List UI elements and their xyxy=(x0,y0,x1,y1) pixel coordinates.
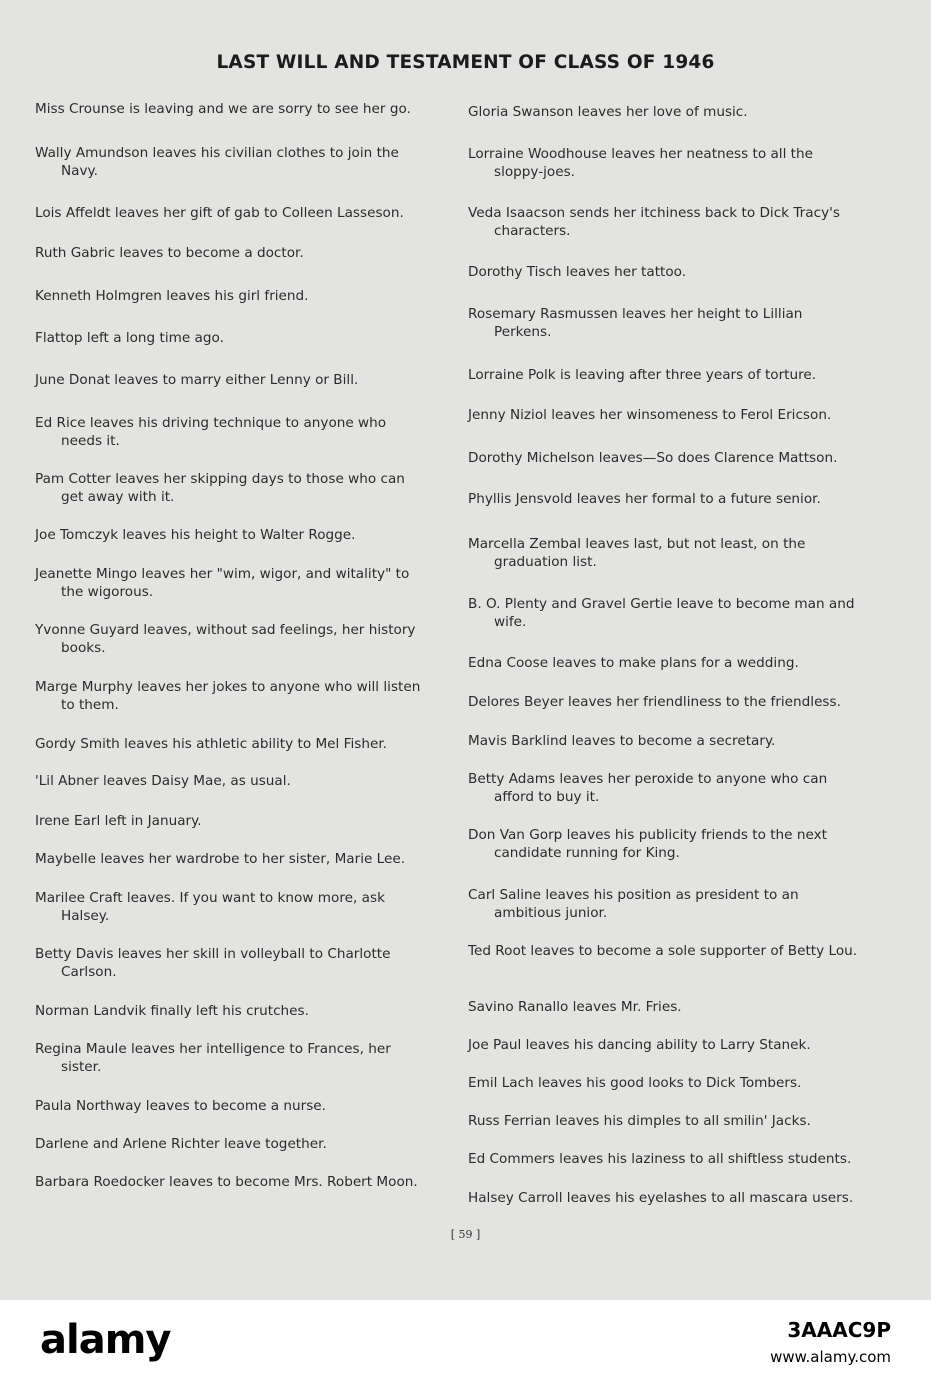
left-entry: Marilee Craft leaves. If you want to know more, ask Halsey. xyxy=(35,890,385,924)
right-entry: B. O. Plenty and Gravel Gertie leave to become man and wife. xyxy=(468,596,855,630)
left-entry: Maybelle leaves her wardrobe to her sister, Marie Lee. xyxy=(35,851,406,867)
right-entry: Rosemary Rasmussen leaves her height to Lillian Perkens. xyxy=(468,306,803,340)
site-url: www.alamy.com xyxy=(770,1348,891,1366)
right-entry: Jenny Niziol leaves her winsomeness to Ferol Ericson. xyxy=(468,407,832,423)
image-id: 3AAAC9P xyxy=(787,1318,891,1342)
right-entry: Ed Commers leaves his laziness to all shiftless students. xyxy=(468,1151,852,1167)
left-entry: June Donat leaves to marry either Lenny or Bill. xyxy=(35,372,359,388)
right-entry: Phyllis Jensvold leaves her formal to a future senior. xyxy=(468,491,821,507)
footer-info xyxy=(770,1318,891,1366)
left-entry: Paula Northway leaves to become a nurse. xyxy=(35,1098,326,1114)
right-entry: Carl Saline leaves his position as president to an ambitious junior. xyxy=(468,887,799,921)
right-entry: Betty Adams leaves her peroxide to anyone who can afford to buy it. xyxy=(468,771,828,805)
left-entry: Gordy Smith leaves his athletic ability to Mel Fisher. xyxy=(35,736,387,752)
right-entry: Gloria Swanson leaves her love of music. xyxy=(468,104,748,120)
right-entry: Lorraine Woodhouse leaves her neatness to all the sloppy-joes. xyxy=(468,146,813,180)
left-entry: Yvonne Guyard leaves, without sad feelings, her history books. xyxy=(35,622,416,656)
page-number: [ 59 ] xyxy=(450,1228,481,1241)
left-entry: Flattop left a long time ago. xyxy=(35,330,224,346)
left-entry: Norman Landvik finally left his crutches. xyxy=(35,1003,309,1019)
right-entry: Savino Ranallo leaves Mr. Fries. xyxy=(468,999,682,1015)
left-entry: Irene Earl left in January. xyxy=(35,813,202,829)
left-entry: Betty Davis leaves her skill in volleyball to Charlotte Carlson. xyxy=(35,946,391,980)
right-entry: Joe Paul leaves his dancing ability to Larry Stanek. xyxy=(468,1037,811,1053)
right-entry: Ted Root leaves to become a sole supporter of Betty Lou. xyxy=(468,943,858,959)
left-entry: Darlene and Arlene Richter leave together. xyxy=(35,1136,327,1152)
right-entry: Russ Ferrian leaves his dimples to all smilin' Jacks. xyxy=(468,1113,811,1129)
right-entry: Delores Beyer leaves her friendliness to the friendless. xyxy=(468,694,841,710)
right-entry: Don Van Gorp leaves his publicity friends to the next candidate running for King. xyxy=(468,827,827,861)
left-entry: 'Lil Abner leaves Daisy Mae, as usual. xyxy=(35,773,291,789)
right-entry: Dorothy Tisch leaves her tattoo. xyxy=(468,264,687,280)
right-entry: Dorothy Michelson leaves—So does Clarence Mattson. xyxy=(468,450,838,466)
left-entry: Miss Crounse is leaving and we are sorry to see her go. xyxy=(35,101,411,117)
left-entry: Jeanette Mingo leaves her "wim, wigor, and witality" to the wigorous. xyxy=(35,566,410,600)
right-entry: Mavis Barklind leaves to become a secretary. xyxy=(468,733,776,749)
right-entry: Halsey Carroll leaves his eyelashes to all mascara users. xyxy=(468,1190,854,1206)
left-entry: Barbara Roedocker leaves to become Mrs. Robert Moon. xyxy=(35,1174,418,1190)
right-entry: Lorraine Polk is leaving after three years of torture. xyxy=(468,367,817,383)
right-entry: Marcella Zembal leaves last, but not least, on the graduation list. xyxy=(468,536,806,570)
left-entry: Ed Rice leaves his driving technique to anyone who needs it. xyxy=(35,415,387,449)
left-entry: Regina Maule leaves her intelligence to Frances, her sister. xyxy=(35,1041,391,1075)
left-entry: Wally Amundson leaves his civilian clothes to join the Navy. xyxy=(35,145,399,179)
left-entry: Joe Tomczyk leaves his height to Walter Rogge. xyxy=(35,527,356,543)
left-entry: Ruth Gabric leaves to become a doctor. xyxy=(35,245,304,261)
right-entry: Veda Isaacson sends her itchiness back to Dick Tracy's characters. xyxy=(468,205,840,239)
left-entry: Marge Murphy leaves her jokes to anyone who will listen to them. xyxy=(35,679,421,713)
page-title: LAST WILL AND TESTAMENT OF CLASS OF 1946 xyxy=(216,52,715,73)
left-entry: Lois Affeldt leaves her gift of gab to Colleen Lasseson. xyxy=(35,205,404,221)
alamy-logo: alamy xyxy=(40,1317,171,1363)
right-entry: Emil Lach leaves his good looks to Dick Tombers. xyxy=(468,1075,802,1091)
right-entry: Edna Coose leaves to make plans for a wedding. xyxy=(468,655,799,671)
left-entry: Kenneth Holmgren leaves his girl friend. xyxy=(35,288,309,304)
left-entry: Pam Cotter leaves her skipping days to those who can get away with it. xyxy=(35,471,405,505)
